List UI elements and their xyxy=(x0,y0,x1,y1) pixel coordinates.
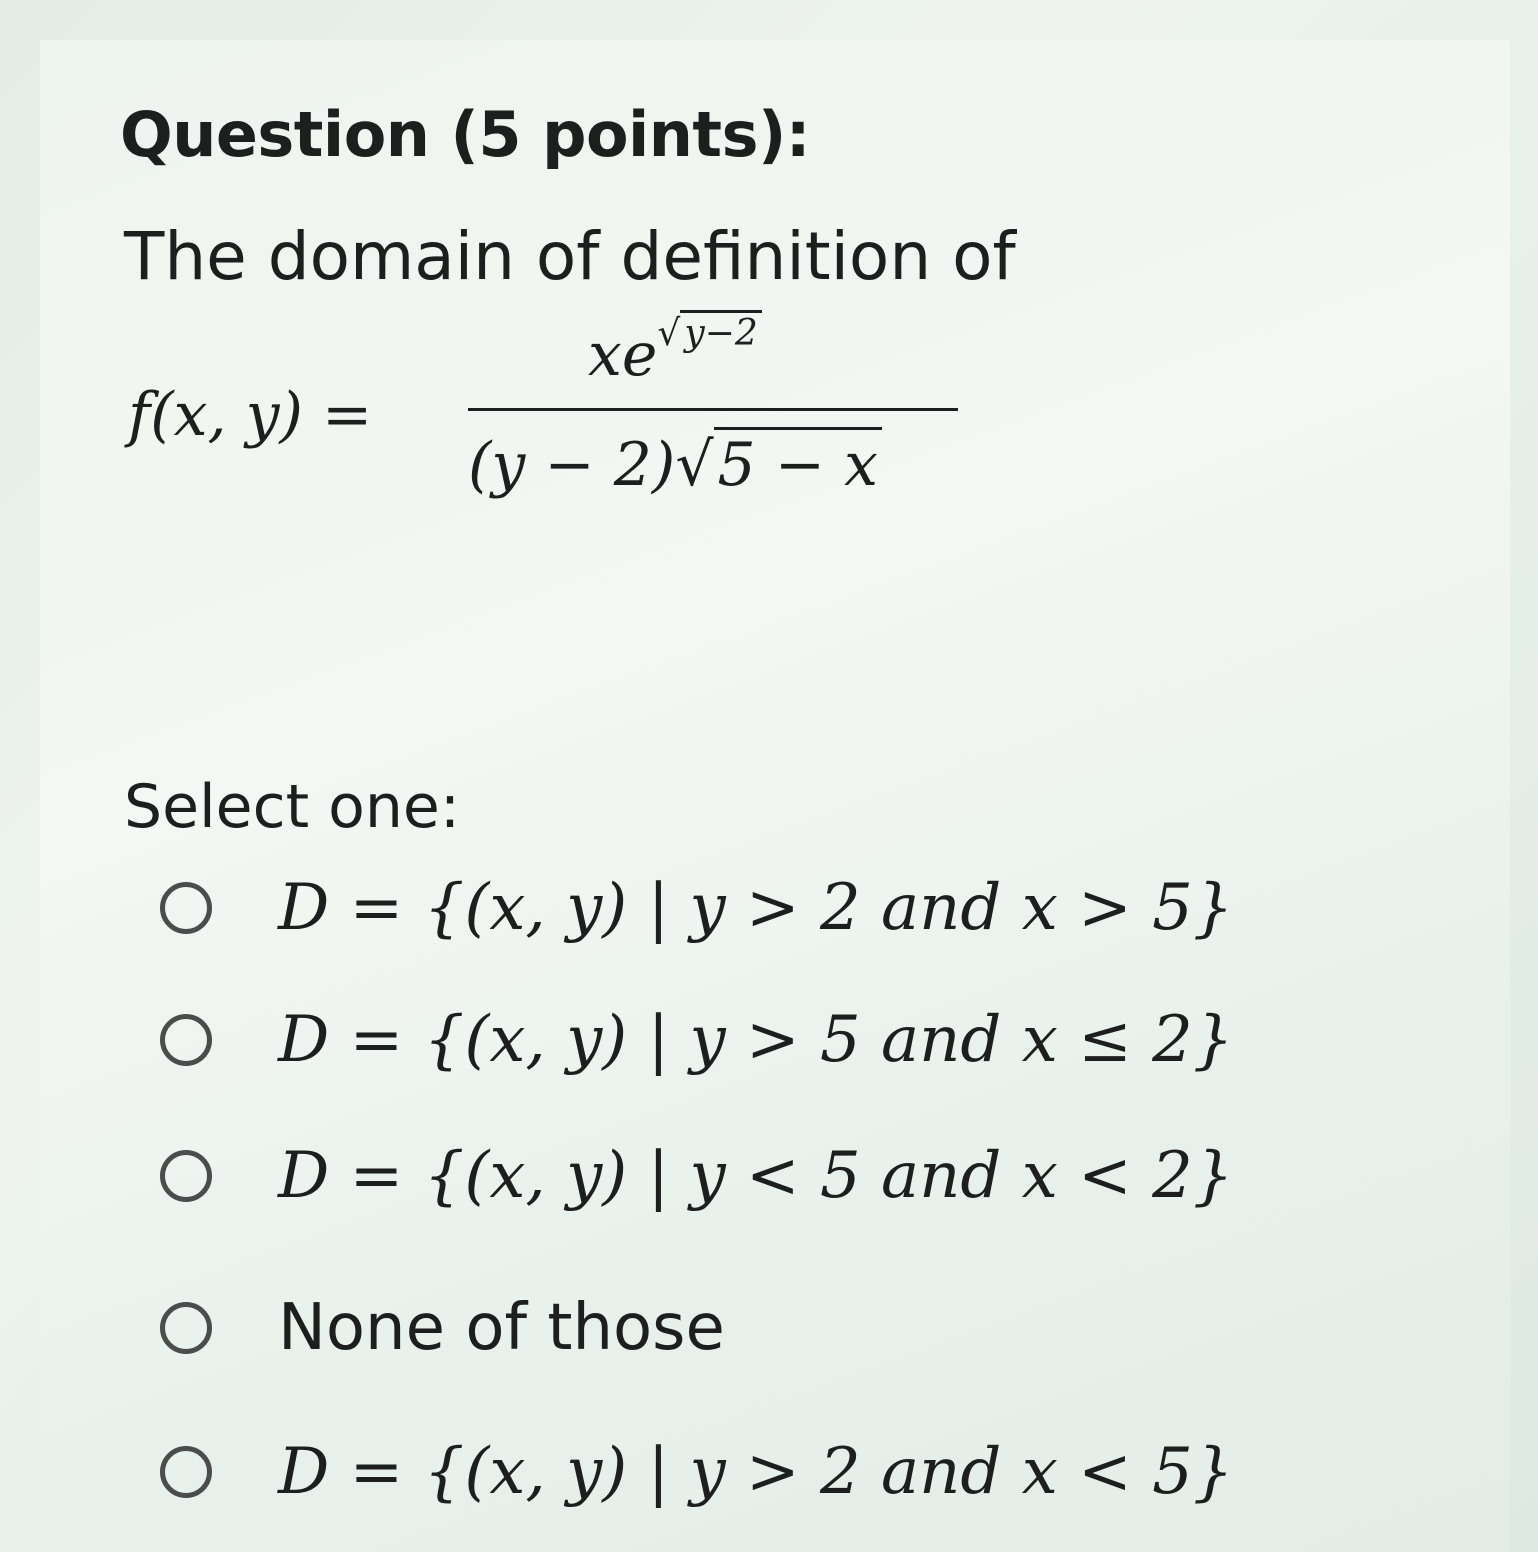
exponent-sqrt: √ y−2 xyxy=(657,313,761,354)
answer-option-5[interactable] xyxy=(160,1412,1234,1532)
answer-option-2[interactable] xyxy=(160,980,1234,1100)
select-one-label: Select one: xyxy=(124,772,461,842)
formula-numerator xyxy=(588,313,762,390)
option-label: D = {(x, y) | y > 2 and x > 5} xyxy=(278,871,1234,945)
option-label: None of those xyxy=(278,1291,725,1365)
question-heading: Question (5 points): xyxy=(120,98,811,171)
option-label: D = {(x, y) | y < 5 and x < 2} xyxy=(278,1139,1234,1213)
formula-denominator: (y − 2)√5 − x xyxy=(468,430,882,500)
function-formula xyxy=(128,300,968,540)
answer-option-1[interactable] xyxy=(160,848,1234,968)
question-prompt: The domain of definition of xyxy=(124,218,1016,295)
fraction-bar xyxy=(468,408,958,411)
denominator-radicand: 5 − x xyxy=(714,427,882,500)
denominator-factor: (y − 2) xyxy=(468,430,676,500)
numerator-base: xe xyxy=(588,320,658,390)
radio-button[interactable] xyxy=(160,882,212,934)
radio-button[interactable] xyxy=(160,1302,212,1354)
radio-button[interactable] xyxy=(160,1446,212,1498)
answer-option-3[interactable] xyxy=(160,1116,1234,1236)
radio-button[interactable] xyxy=(160,1014,212,1066)
option-label: D = {(x, y) | y > 5 and x ≤ 2} xyxy=(278,1003,1234,1077)
radio-button[interactable] xyxy=(160,1150,212,1202)
formula-fraction xyxy=(468,300,958,540)
answer-option-4[interactable] xyxy=(160,1268,725,1388)
option-label: D = {(x, y) | y > 2 and x < 5} xyxy=(278,1435,1234,1509)
formula-lhs: f(x, y) = xyxy=(128,380,373,450)
exponent-radicand: y−2 xyxy=(680,310,761,354)
